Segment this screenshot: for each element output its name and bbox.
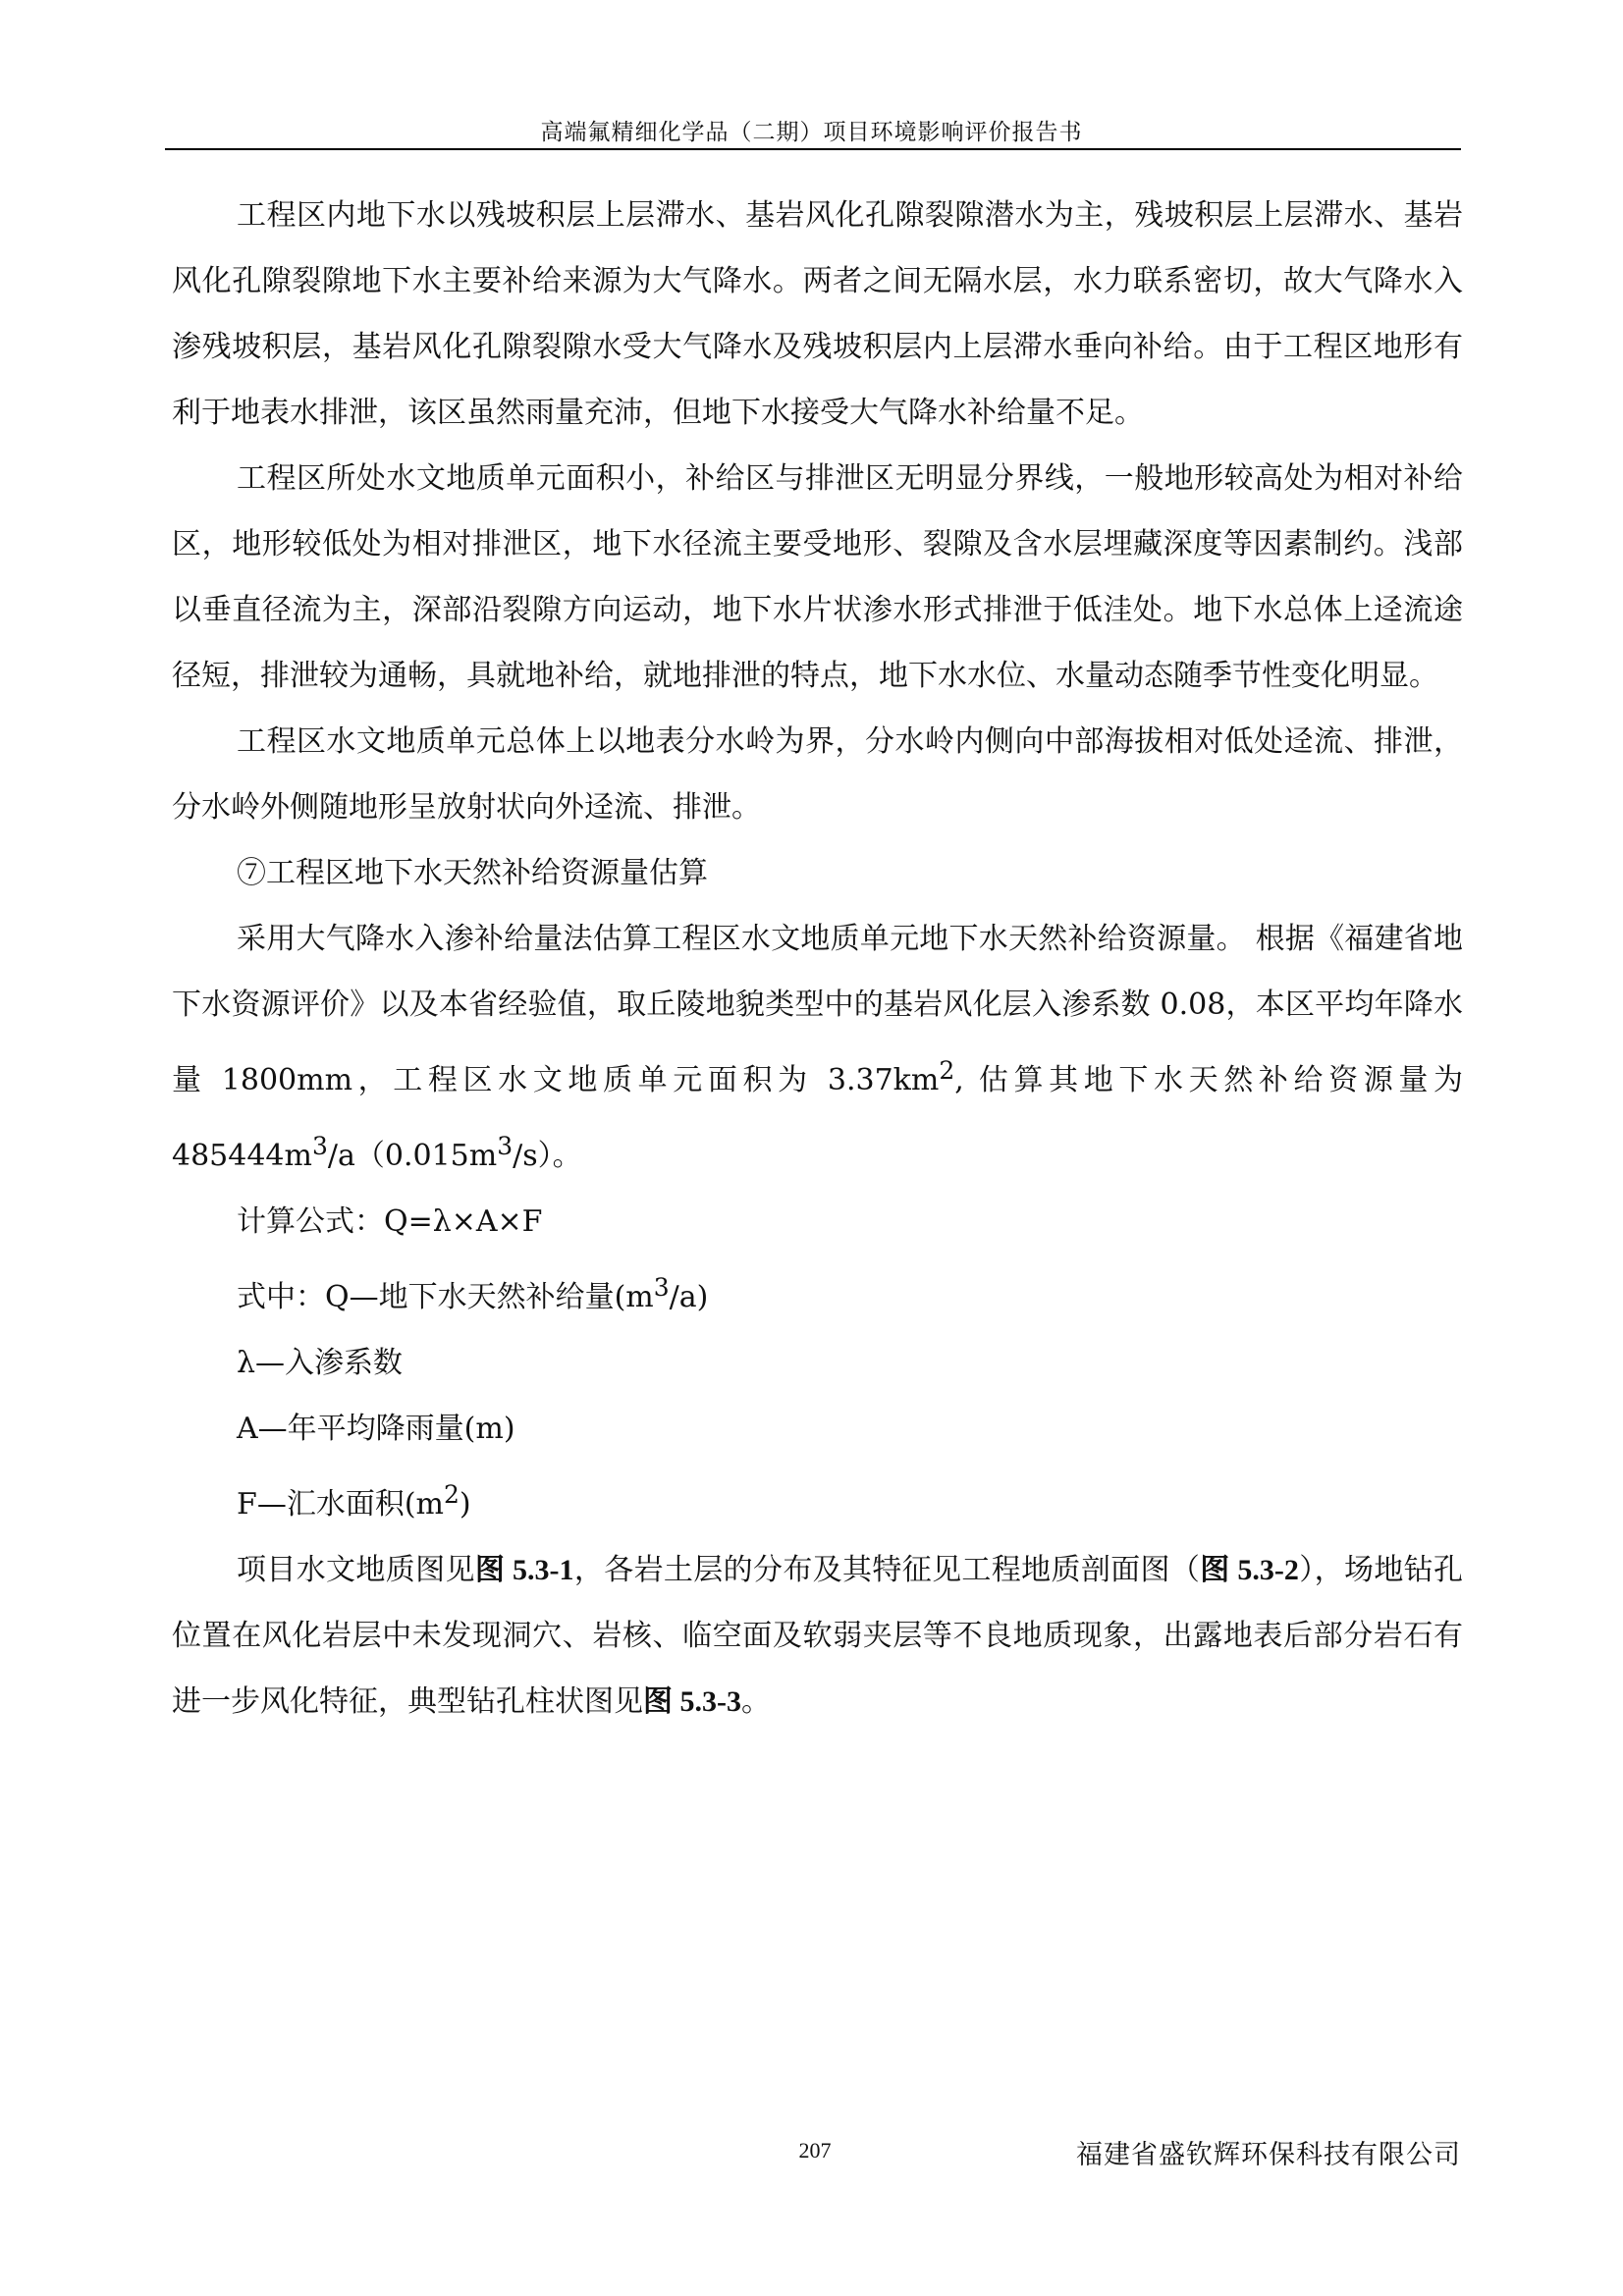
text-run: ，各岩土层的分布及其特征见工程地质剖面图（ (573, 1553, 1201, 1587)
text-run: 式中：Q—地下水天然补给量(m (237, 1280, 654, 1314)
text-run: , 估算其地下水天然补给资源量为 485444m (172, 1063, 1463, 1173)
figure-ref-5-3-2: 图 5.3-2 (1200, 1554, 1299, 1586)
paragraph-watershed: 工程区水文地质单元总体上以地表分水岭为界，分水岭内侧向中部海拔相对低处迳流、排泄，分水岭外侧随地形呈放射状向外迳流、排泄。 (172, 724, 1463, 825)
definition-lambda: λ—入渗系数 (237, 1346, 404, 1380)
paragraph-figure-references (172, 1537, 1463, 1735)
text-run: 。 (741, 1684, 771, 1719)
superscript: 2 (939, 1056, 955, 1085)
definition-q (172, 1255, 1463, 1330)
formula-line: 计算公式：Q=λ×A×F (237, 1204, 543, 1239)
superscript: 2 (443, 1480, 460, 1509)
definition-a: A—年平均降雨量(m) (237, 1412, 515, 1446)
paragraph-hydro-unit: 工程区所处水文地质单元面积小，补给区与排泄区无明显分界线，一般地形较高处为相对补给区，地形较低处为相对排泄区，地下水径流主要受地形、裂隙及含水层埋藏深度等因素制约。浅部以垂直径流为主，深部沿裂隙方向运动，地下水片状渗水形式排泄于低洼处。地下水总体上迳流途径短，排泄较为通畅，具就地补给，就地排泄的特点，地下水水位、水量动态随季节性变化明显。 (172, 461, 1463, 693)
paragraph-groundwater-types: 工程区内地下水以残坡积层上层滞水、基岩风化孔隙裂隙潜水为主，残坡积层上层滞水、基岩风化孔隙裂隙地下水主要补给来源为大气降水。两者之间无隔水层，水力联系密切，故大气降水入渗残坡积层，基岩风化孔隙裂隙水受大气降水及残坡积层内上层滞水垂向补给。由于工程区地形有利于地表水排泄，该区虽然雨量充沛，但地下水接受大气降水补给量不足。 (172, 198, 1463, 430)
running-header-title: 高端氟精细化学品（二期）项目环境影响评价报告书 (540, 120, 1083, 145)
text-run: F—汇水面积(m (237, 1487, 444, 1522)
document-body (172, 183, 1463, 1735)
text-run: ），场地钻孔位置在风化岩层中未发现洞穴、岩核、临空面及软弱夹层等不良地质现象，出露地表后部分岩石有进一步风化特征，典型钻孔柱状图见 (172, 1553, 1464, 1719)
superscript: 3 (497, 1132, 514, 1160)
figure-ref-5-3-1: 图 5.3-1 (474, 1554, 574, 1586)
superscript: 3 (653, 1273, 670, 1302)
paragraph-recharge-method (172, 906, 1463, 1189)
text-run: /a) (669, 1280, 709, 1314)
header-divider (165, 148, 1461, 150)
text-run: 采用大气降水入渗补给量法估算工程区水文地质单元地下水天然补给资源量。 根据《福建省地下水资源评价》以及本省经验值，取丘陵地貌类型中的基岩风化层入渗系数 0.08，本区平均年降水量 1800mm，工程区水文地质单元面积为 3.37km (172, 922, 1463, 1097)
footer-company-name: 福建省盛钦辉环保科技有限公司 (1076, 2140, 1461, 2170)
text-run: 项目水文地质图见 (237, 1553, 475, 1587)
definition-f (172, 1462, 1463, 1537)
text-run: /s）。 (513, 1139, 582, 1173)
text-run: /a（0.015m (327, 1139, 498, 1173)
superscript: 3 (311, 1132, 328, 1160)
section-heading-recharge-estimate: ⑦工程区地下水天然补给资源量估算 (237, 856, 708, 890)
page-number: 207 (798, 2138, 832, 2163)
text-run: ) (459, 1487, 471, 1522)
figure-ref-5-3-3: 图 5.3-3 (643, 1685, 741, 1718)
